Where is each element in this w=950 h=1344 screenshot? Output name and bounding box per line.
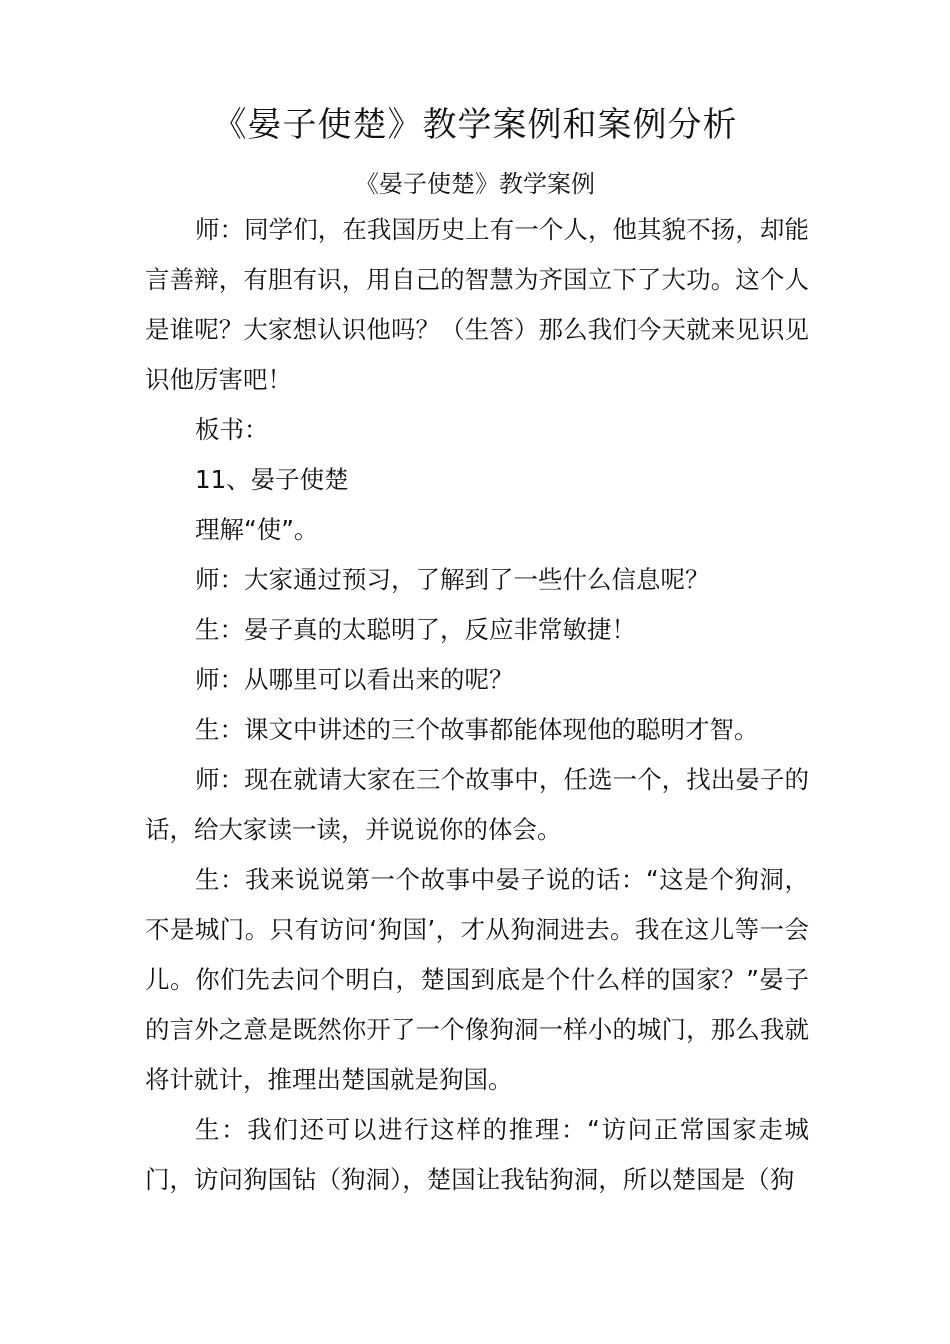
paragraph-student-answer: 生：晏子真的太聪明了，反应非常敏捷！ <box>195 615 636 644</box>
paragraph-lesson-title: 11、晏子使楚 <box>195 465 349 494</box>
document-body <box>145 205 809 1205</box>
paragraph-teacher-question: 师：大家通过预习，了解到了一些什么信息呢？ <box>195 565 710 594</box>
paragraph-blackboard: 板书： <box>195 415 269 444</box>
paragraph-understand-shi: 理解“使”。 <box>195 515 319 544</box>
paragraph-teacher-intro: 师：同学们，在我国历史上有一个人，他其貌不扬，却能言善辩，有胆有识，用自己的智慧为齐国立下了大功。这个人是谁呢？大家想认识他吗？（生答）那么我们今天就来见识见识他厉害吧！ <box>145 215 809 394</box>
paragraph-teacher-followup: 师：从哪里可以看出来的呢？ <box>195 665 514 694</box>
paragraph-student-stories: 生：课文中讲述的三个故事都能体现他的聪明才智。 <box>195 715 759 744</box>
document-subtitle: 《晏子使楚》教学案例 <box>355 170 595 198</box>
paragraph-student-first-story: 生：我来说说第一个故事中晏子说的话：“这是个狗洞，不是城门。只有访问‘狗国’，才从狗洞进去。我在这儿等一会儿。你们先去问个明白，楚国到底是个什么样的国家？”晏子的言外之意是既然你开了一个像狗洞一样小的城门，那么我就将计就计，推理出楚国就是狗国。 <box>145 865 809 1094</box>
paragraph-student-reasoning: 生：我们还可以进行这样的推理：“访问正常国家走城门，访问狗国钻（狗洞），楚国让我钻狗洞，所以楚国是（狗 <box>145 1115 809 1194</box>
paragraph-teacher-task: 师：现在就请大家在三个故事中，任选一个，找出晏子的话，给大家读一读，并说说你的体会。 <box>145 765 809 844</box>
document-title: 《晏子使楚》教学案例和案例分析 <box>212 105 738 145</box>
